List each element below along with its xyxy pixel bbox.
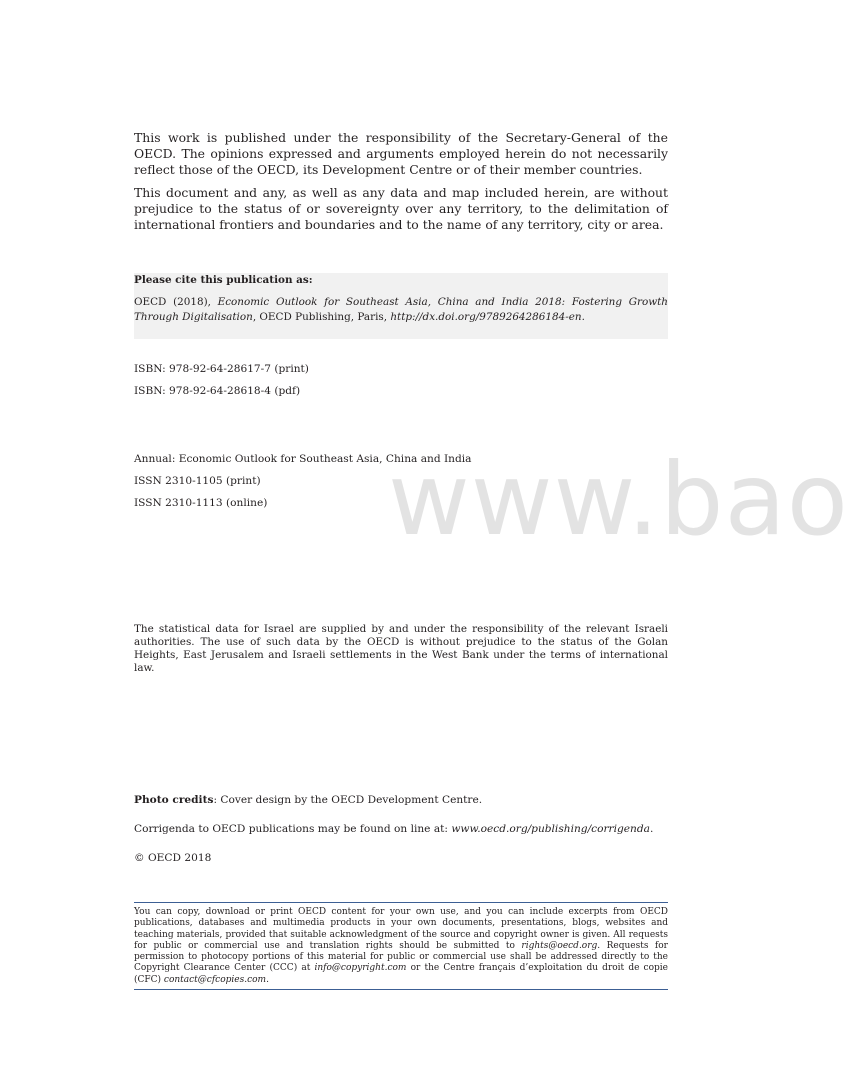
series-annual: Annual: Economic Outlook for Southeast Asia, China and India <box>134 453 472 465</box>
citation-doi-link[interactable]: http://dx.doi.org/9789264286184-en <box>390 311 582 323</box>
citation-title: Economic Outlook for Southeast Asia, China and India 2018: Fostering Growth Through Digitalisation <box>134 296 668 323</box>
citation-text: OECD (2018), Economic Outlook for Southeast Asia, China and India 2018: Fostering Growth Through Digitalisation, OECD Publishing, Paris, http://dx.doi.org/9789264286184-en. <box>134 296 668 323</box>
rights-notice: You can copy, download or print OECD content for your own use, and you can include excerpts from OECD publications, databases and multimedia products in your own documents, presentations, blogs, websites and teaching materials, provided that suitable acknowledgment of the source and copyright owner is given. All requests for public or commercial use and translation rights should be submitted to rights@oecd.org. Requests for permission to photocopy portions of this material for public or commercial use shall be addressed directly to the Copyright Clearance Center (CCC) at info@copyright.com or the Centre français d’exploitation du droit de copie (CFC) contact@cfcopies.com. <box>134 907 668 985</box>
citation-heading: Please cite this publication as: <box>134 274 313 286</box>
photo-credits <box>134 793 482 807</box>
issn-print: ISSN 2310-1105 (print) <box>134 475 261 487</box>
israel-data-disclaimer: The statistical data for Israel are supplied by and under the responsibility of the relevant Israeli authorities. The use of such data by the OECD is without prejudice to the status of the Golan Heights, East Jerusalem and Israeli settlements in the West Bank under the terms of international law. <box>134 623 668 674</box>
citation-publisher: , OECD Publishing, Paris, <box>252 311 391 323</box>
copyright-line: © OECD 2018 <box>134 852 212 864</box>
watermark: www.bao <box>388 441 849 558</box>
citation-box <box>134 273 668 339</box>
photo-credits-text: : Cover design by the OECD Development Centre. <box>213 794 483 806</box>
isbn-pdf: ISBN: 978-92-64-28618-4 (pdf) <box>134 385 301 397</box>
rights-top-rule <box>134 902 668 903</box>
responsibility-notice <box>134 130 668 233</box>
photo-credits-label: Photo credits <box>134 794 214 806</box>
corrigenda-link[interactable]: www.oecd.org/publishing/corrigenda <box>451 823 650 835</box>
rights-bottom-rule <box>134 989 668 990</box>
isbn-print: ISBN: 978-92-64-28617-7 (print) <box>134 363 309 375</box>
citation-author-year: OECD (2018), <box>134 296 218 308</box>
corrigenda-line: Corrigenda to OECD publications may be found on line at: www.oecd.org/publishing/corrigenda. <box>134 823 654 835</box>
rights-email-link[interactable]: rights@oecd.org <box>521 940 598 951</box>
cfc-email-link[interactable]: contact@cfcopies.com <box>163 974 267 985</box>
responsibility-paragraph: This work is published under the responsibility of the Secretary-General of the OECD. The opinions expressed and arguments employed herein do not necessarily reflect those of the OECD, its Development Centre or of their member countries. <box>134 130 668 177</box>
issn-online: ISSN 2310-1113 (online) <box>134 497 268 509</box>
territory-paragraph: This document and any, as well as any data and map included herein, are without prejudice to the status of or sovereignty over any territory, to the delimitation of international frontiers and boundaries and to the name of any territory, city or area. <box>134 185 668 232</box>
ccc-email-link[interactable]: info@copyright.com <box>314 963 407 974</box>
